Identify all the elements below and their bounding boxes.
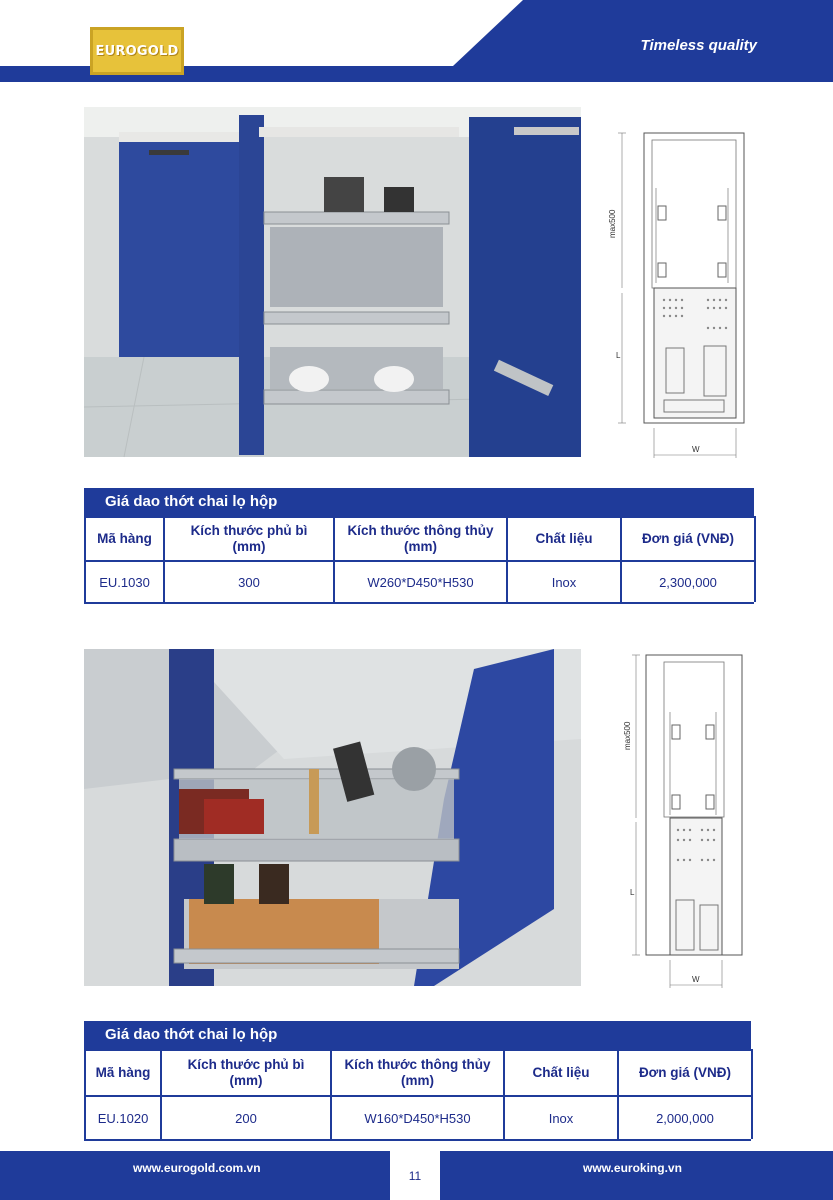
cell-price: 2,000,000 bbox=[619, 1095, 753, 1139]
technical-drawing-1 bbox=[608, 128, 762, 463]
cell-code: EU.1030 bbox=[86, 560, 165, 602]
price-table-2 bbox=[84, 1021, 751, 1141]
footer-right-band bbox=[440, 1151, 833, 1200]
table-title: Giá dao thớt chai lọ hộp bbox=[84, 1021, 751, 1049]
col-header-outer-size: Kích thước phủ bì (mm) bbox=[165, 516, 335, 560]
page-number: 11 bbox=[408, 1169, 422, 1183]
dim-l-label: L bbox=[630, 888, 635, 897]
dim-max500-label: max500 bbox=[608, 209, 617, 238]
tagline: Timeless quality bbox=[640, 37, 757, 54]
col-header-material: Chất liệu bbox=[508, 516, 622, 560]
cell-inner-size: W260*D450*H530 bbox=[335, 560, 508, 602]
cell-inner-size: W160*D450*H530 bbox=[332, 1095, 505, 1139]
product-photo-2 bbox=[84, 649, 581, 986]
footer bbox=[0, 1151, 833, 1200]
price-table-1 bbox=[84, 488, 754, 604]
col-header-price: Đơn giá (VNĐ) bbox=[622, 516, 756, 560]
cell-material: Inox bbox=[505, 1095, 619, 1139]
cell-code: EU.1020 bbox=[86, 1095, 162, 1139]
footer-left-band bbox=[0, 1151, 390, 1200]
eurogold-logo bbox=[90, 27, 184, 75]
euroking-website-link[interactable]: www.euroking.vn bbox=[583, 1161, 682, 1175]
header-slant bbox=[453, 0, 833, 66]
cell-price: 2,300,000 bbox=[622, 560, 756, 602]
technical-drawing-2 bbox=[618, 650, 768, 990]
dim-w-label: W bbox=[692, 445, 700, 454]
dim-l-label: L bbox=[616, 351, 621, 360]
col-header-code: Mã hàng bbox=[86, 1049, 162, 1095]
col-header-outer-size: Kích thước phủ bì (mm) bbox=[162, 1049, 332, 1095]
logo-text: EUROGOLD bbox=[95, 43, 179, 59]
col-header-inner-size: Kích thước thông thủy (mm) bbox=[332, 1049, 505, 1095]
product-photo-1 bbox=[84, 107, 581, 457]
dim-w-label: W bbox=[692, 975, 700, 984]
col-header-price: Đơn giá (VNĐ) bbox=[619, 1049, 753, 1095]
col-header-material: Chất liệu bbox=[505, 1049, 619, 1095]
eurogold-website-link[interactable]: www.eurogold.com.vn bbox=[133, 1161, 261, 1175]
dim-max500-label: max500 bbox=[623, 721, 632, 750]
cell-outer-size: 200 bbox=[162, 1095, 332, 1139]
table-title: Giá dao thớt chai lọ hộp bbox=[84, 488, 754, 516]
col-header-code: Mã hàng bbox=[86, 516, 165, 560]
cell-outer-size: 300 bbox=[165, 560, 335, 602]
col-header-inner-size: Kích thước thông thủy (mm) bbox=[335, 516, 508, 560]
cell-material: Inox bbox=[508, 560, 622, 602]
